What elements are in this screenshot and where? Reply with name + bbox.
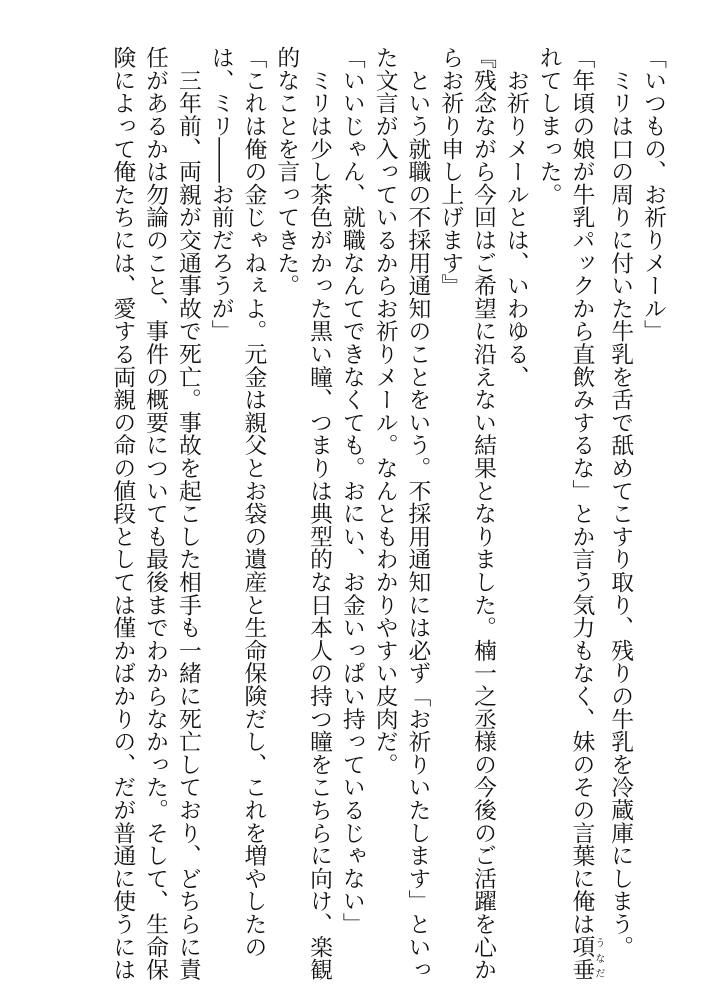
text-line-3 [565, 46, 604, 981]
text-line-6: 『残念ながら今回はご希望に沿えない結果となりました。楠一之丞様の今後のご活躍を心か [470, 46, 497, 981]
text-line-9: た文言が入っているからお祈りメール。なんともわかりやすい皮肉だ。 [371, 46, 398, 776]
text-line-7: らお祈り申し上げます』 [437, 46, 464, 297]
text-line-11: ミリは少し茶色がかった黒い瞳、つまりは典型的な日本人の持つ瞳をこちらに向け、楽観 [306, 46, 333, 981]
text-line-2: ミリは口の周りに付いた牛乳を舌で舐めてこすり取り、残りの牛乳を冷蔵庫にしまう。 [607, 46, 634, 958]
text-line-14: は、ミリ――お前だろうが」 [207, 46, 234, 343]
ruby-word [568, 935, 604, 981]
text-line-12: 的なことを言ってきた。 [273, 46, 300, 297]
ruby-reading: うなだ [592, 935, 604, 981]
text-line-13: 「これは俺の金じゃねぇよ。元金は親父とお袋の遺産と生命保険だし、これを増やしたの [240, 46, 267, 958]
text-line-4: れてしまった。 [535, 46, 562, 206]
text-line-10: 「いいじゃん、就職なんてできなくても。おにい、お金いっぱい持っているじゃない」 [338, 46, 365, 936]
text-line-16: 任があるかは勿論のこと、事件の概要についても最後までわからなかった。そして、生命保 [142, 46, 169, 981]
text-line-1: 「いつもの、お祈りメール」 [640, 46, 666, 343]
text-line-5: お祈りメールとは、いわゆる、 [502, 46, 529, 388]
vertical-text-block [105, 46, 669, 981]
text-line-17: 険によって俺たちには、愛する両親の命の値段としては僅かばかりの、だが普通に使うには [109, 46, 136, 981]
text-line-3-body: 「年頃の娘が牛乳パックから直飲みするな」とか言う気力もなく、妹のその言葉に俺は [568, 46, 595, 936]
text-line-8: という就職の不採用通知のことをいう。不採用通知には必ず「お祈りいたします」といっ [404, 46, 431, 981]
ruby-base: 項垂 [568, 935, 595, 981]
text-line-15: 三年前、両親が交通事故で死亡。事故を起こした相手も一緒に死亡しており、どちらに責 [174, 46, 201, 981]
